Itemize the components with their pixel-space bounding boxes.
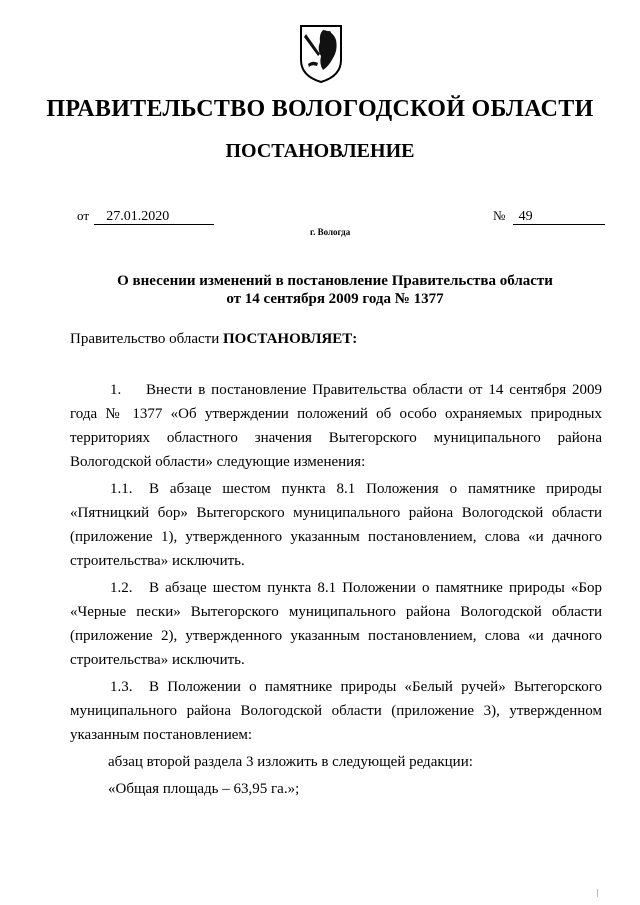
document-body bbox=[70, 378, 602, 804]
paragraph-1-3 bbox=[70, 675, 602, 747]
plain-line-1: абзац второй раздела 3 изложить в следующей редакции: bbox=[108, 754, 473, 770]
document-subject bbox=[0, 272, 640, 308]
document-number: 49 bbox=[513, 209, 605, 225]
organization-title: ПРАВИТЕЛЬСТВО ВОЛОГОДСКОЙ ОБЛАСТИ bbox=[46, 96, 594, 122]
decree-statement bbox=[70, 331, 357, 348]
coat-of-arms-icon bbox=[299, 24, 343, 84]
paragraph-text: В абзаце шестом пункта 8.1 Положении о памятнике природы «Бор «Черные пески» Вытегорского муниципального района Вологодской области (приложение 2), утвержденного указанным постановлением, слова «и дачного строительства» исключить. bbox=[70, 580, 602, 668]
decree-keyword: ПОСТАНОВЛЯЕТ: bbox=[222, 331, 358, 347]
paragraph-text: В абзаце шестом пункта 8.1 Положения о памятнике природы «Пятницкий бор» Вытегорского муниципального района Вологодской области (приложение 1), утвержденного указанным постановлением, слова «и дачного строительства» исключить. bbox=[70, 481, 602, 569]
subject-line-2: от 14 сентября 2009 года № 1377 bbox=[226, 291, 444, 307]
document-type: ПОСТАНОВЛЕНИЕ bbox=[225, 140, 415, 162]
paragraph-1 bbox=[70, 378, 602, 474]
paragraph-text: В Положении о памятнике природы «Белый ручей» Вытегорского муниципального района Вологодской области (приложение 3), утвержденном указанным постановлением: bbox=[70, 679, 602, 743]
page-edge-mark bbox=[597, 889, 598, 897]
date-prefix: от bbox=[77, 208, 90, 223]
paragraph-number: 1.1. bbox=[110, 481, 133, 497]
paragraph-1-1 bbox=[70, 477, 602, 573]
decree-prefix: Правительство области bbox=[70, 331, 223, 347]
paragraph-1-2 bbox=[70, 576, 602, 672]
paragraph-text: Внести в постановление Правительства области от 14 сентября 2009 года № 1377 «Об утверждении положений об особо охраняемых природных территориях областного значения Вытегорского муниципального района Вологодской области» следующие изменения: bbox=[70, 382, 602, 470]
paragraph-number: 1. bbox=[110, 382, 122, 398]
number-prefix: № bbox=[493, 208, 506, 223]
paragraph-number: 1.2. bbox=[110, 580, 133, 596]
number-block bbox=[493, 208, 605, 225]
city-label: г. Вологда bbox=[310, 227, 351, 237]
subject-line-1: О внесении изменений в постановление Правительства области bbox=[117, 273, 553, 289]
document-date: 27.01.2020 bbox=[94, 209, 214, 225]
date-block bbox=[77, 208, 214, 225]
plain-line-2: «Общая площадь – 63,95 га.»; bbox=[108, 781, 300, 797]
paragraph-number: 1.3. bbox=[110, 679, 133, 695]
